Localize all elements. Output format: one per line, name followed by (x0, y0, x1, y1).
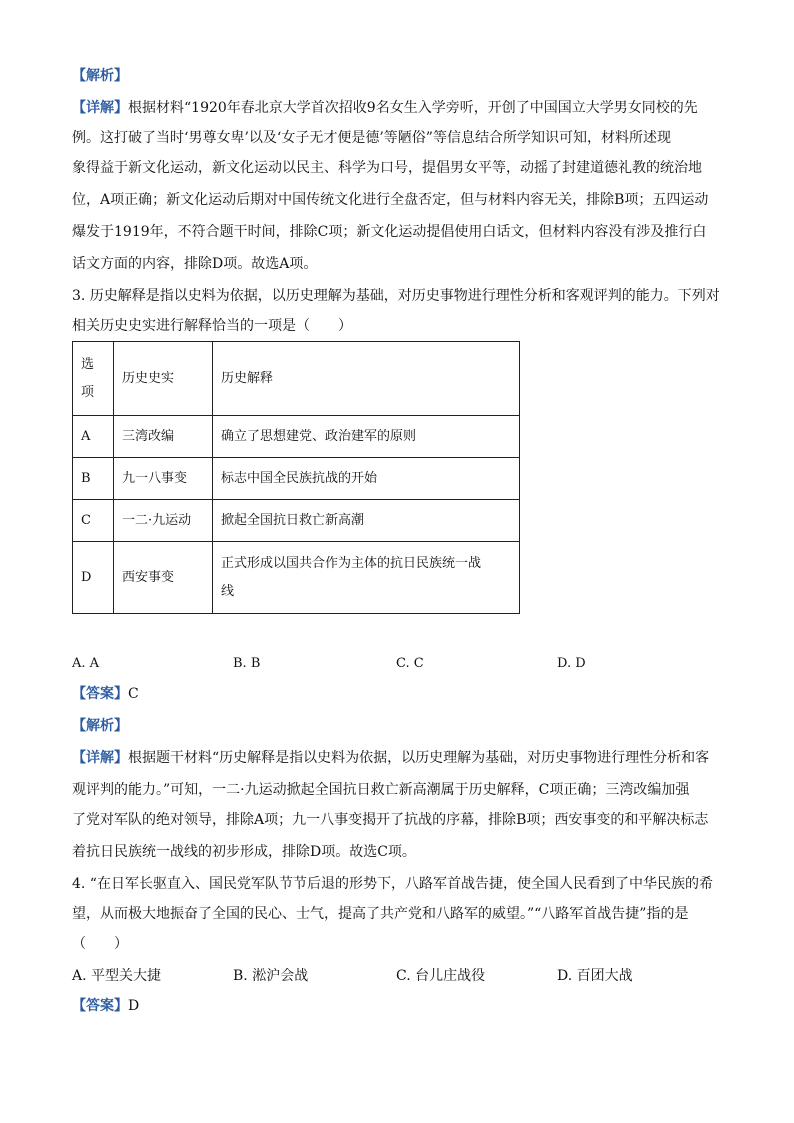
question-stem-line: （ ） (72, 936, 128, 952)
table-row (73, 542, 520, 614)
option-a: A. 平型关大捷 (72, 968, 162, 984)
header-option-cell (73, 342, 114, 416)
table-row (73, 458, 520, 500)
explanation-line: 正式形成以国共合作为主体的抗日民族统一战 (221, 555, 482, 571)
header-explanation-cell: 历史解释 (213, 342, 520, 416)
detail-line (72, 748, 722, 768)
option-cell: A (73, 416, 114, 458)
option-d: D. 百团大战 (557, 968, 633, 984)
analysis-tag: 【解析】 (72, 718, 128, 734)
detail-line: 了党对军队的绝对领导，排除A项；九一八事变揭开了抗战的序幕，排除B项；西安事变的和平解决标志 (72, 812, 709, 828)
header-option-char: 项 (81, 384, 95, 400)
detail-tag: 【详解】 (72, 750, 128, 766)
header-option-char: 选 (81, 356, 95, 372)
answer-value: D (128, 998, 140, 1014)
explanation-cell (213, 542, 520, 614)
table-row (73, 416, 520, 458)
table-header-row (73, 342, 520, 416)
explanation-cell: 标志中国全民族抗战的开始 (213, 458, 520, 500)
detail-line (72, 98, 722, 118)
answer-value: C (128, 686, 139, 702)
answer-line (72, 996, 722, 1016)
analysis-tag: 【解析】 (72, 68, 128, 84)
question-stem-line: 相关历史史实进行解释恰当的一项是（ ） (72, 318, 352, 334)
question-stem-line: 望，从而极大地振奋了全国的民心、士气，提高了共产党和八路军的威望。”“八路军首战告捷”指的是 (72, 906, 689, 922)
explanation-cell: 掀起全国抗日救亡新高潮 (213, 500, 520, 542)
detail-line: 着抗日民族统一战线的初步形成，排除D项。故选C项。 (72, 844, 416, 860)
answer-tag: 【答案】 (72, 686, 128, 702)
explanation-line: 线 (221, 583, 235, 599)
header-fact-cell: 历史史实 (114, 342, 213, 416)
history-table (72, 341, 520, 614)
option-c: C. C (396, 656, 424, 671)
table-row (73, 500, 520, 542)
detail-line: 话文方面的内容，排除D项。故选A项。 (72, 256, 318, 272)
detail-text: 根据题干材料“历史解释是指以史料为依据，以历史理解为基础，对历史事物进行理性分析和客 (128, 750, 710, 766)
explanation-cell: 确立了思想建党、政治建军的原则 (213, 416, 520, 458)
answer-tag: 【答案】 (72, 998, 128, 1014)
detail-text: 根据材料“1920年春北京大学首次招收9名女生入学旁听，开创了中国国立大学男女同校的先 (128, 100, 698, 116)
detail-line: 象得益于新文化运动，新文化运动以民主、科学为口号，提倡男女平等，动摇了封建道德礼教的统治地 (72, 160, 702, 176)
detail-line: 观评判的能力。”可知，一二·九运动掀起全国抗日救亡新高潮属于历史解释，C项正确；三湾改编加强 (72, 782, 690, 798)
fact-cell: 西安事变 (114, 542, 213, 614)
detail-line: 位，A项正确；新文化运动后期对中国传统文化进行全盘否定，但与材料内容无关，排除B项；五四运动 (72, 192, 709, 208)
answer-line (72, 684, 722, 704)
question-stem-line: 3. 历史解释是指以史料为依据，以历史理解为基础，对历史事物进行理性分析和客观评判的能力。下列对 (72, 288, 720, 304)
fact-cell: 九一八事变 (114, 458, 213, 500)
option-d: D. D (557, 656, 586, 671)
option-c: C. 台儿庄战役 (396, 968, 486, 984)
option-a: A. A (72, 656, 100, 671)
fact-cell: 三湾改编 (114, 416, 213, 458)
option-b: B. B (233, 656, 261, 671)
detail-tag: 【详解】 (72, 100, 128, 116)
question-stem-line: 4. “在日军长驱直入、国民党军队节节后退的形势下，八路军首战告捷，使全国人民看到了中华民族的希 (72, 876, 713, 892)
fact-cell: 一二·九运动 (114, 500, 213, 542)
option-cell: D (73, 542, 114, 614)
detail-line: 爆发于1919年，不符合题干时间，排除C项；新文化运动提倡使用白话文，但材料内容没有涉及推行白 (72, 224, 707, 240)
detail-line: 例。这打破了当时‘男尊女卑’以及‘女子无才便是德’等陋俗”等信息结合所学知识可知，材料所述现 (72, 130, 671, 146)
option-cell: C (73, 500, 114, 542)
option-cell: B (73, 458, 114, 500)
option-b: B. 淞沪会战 (233, 968, 309, 984)
